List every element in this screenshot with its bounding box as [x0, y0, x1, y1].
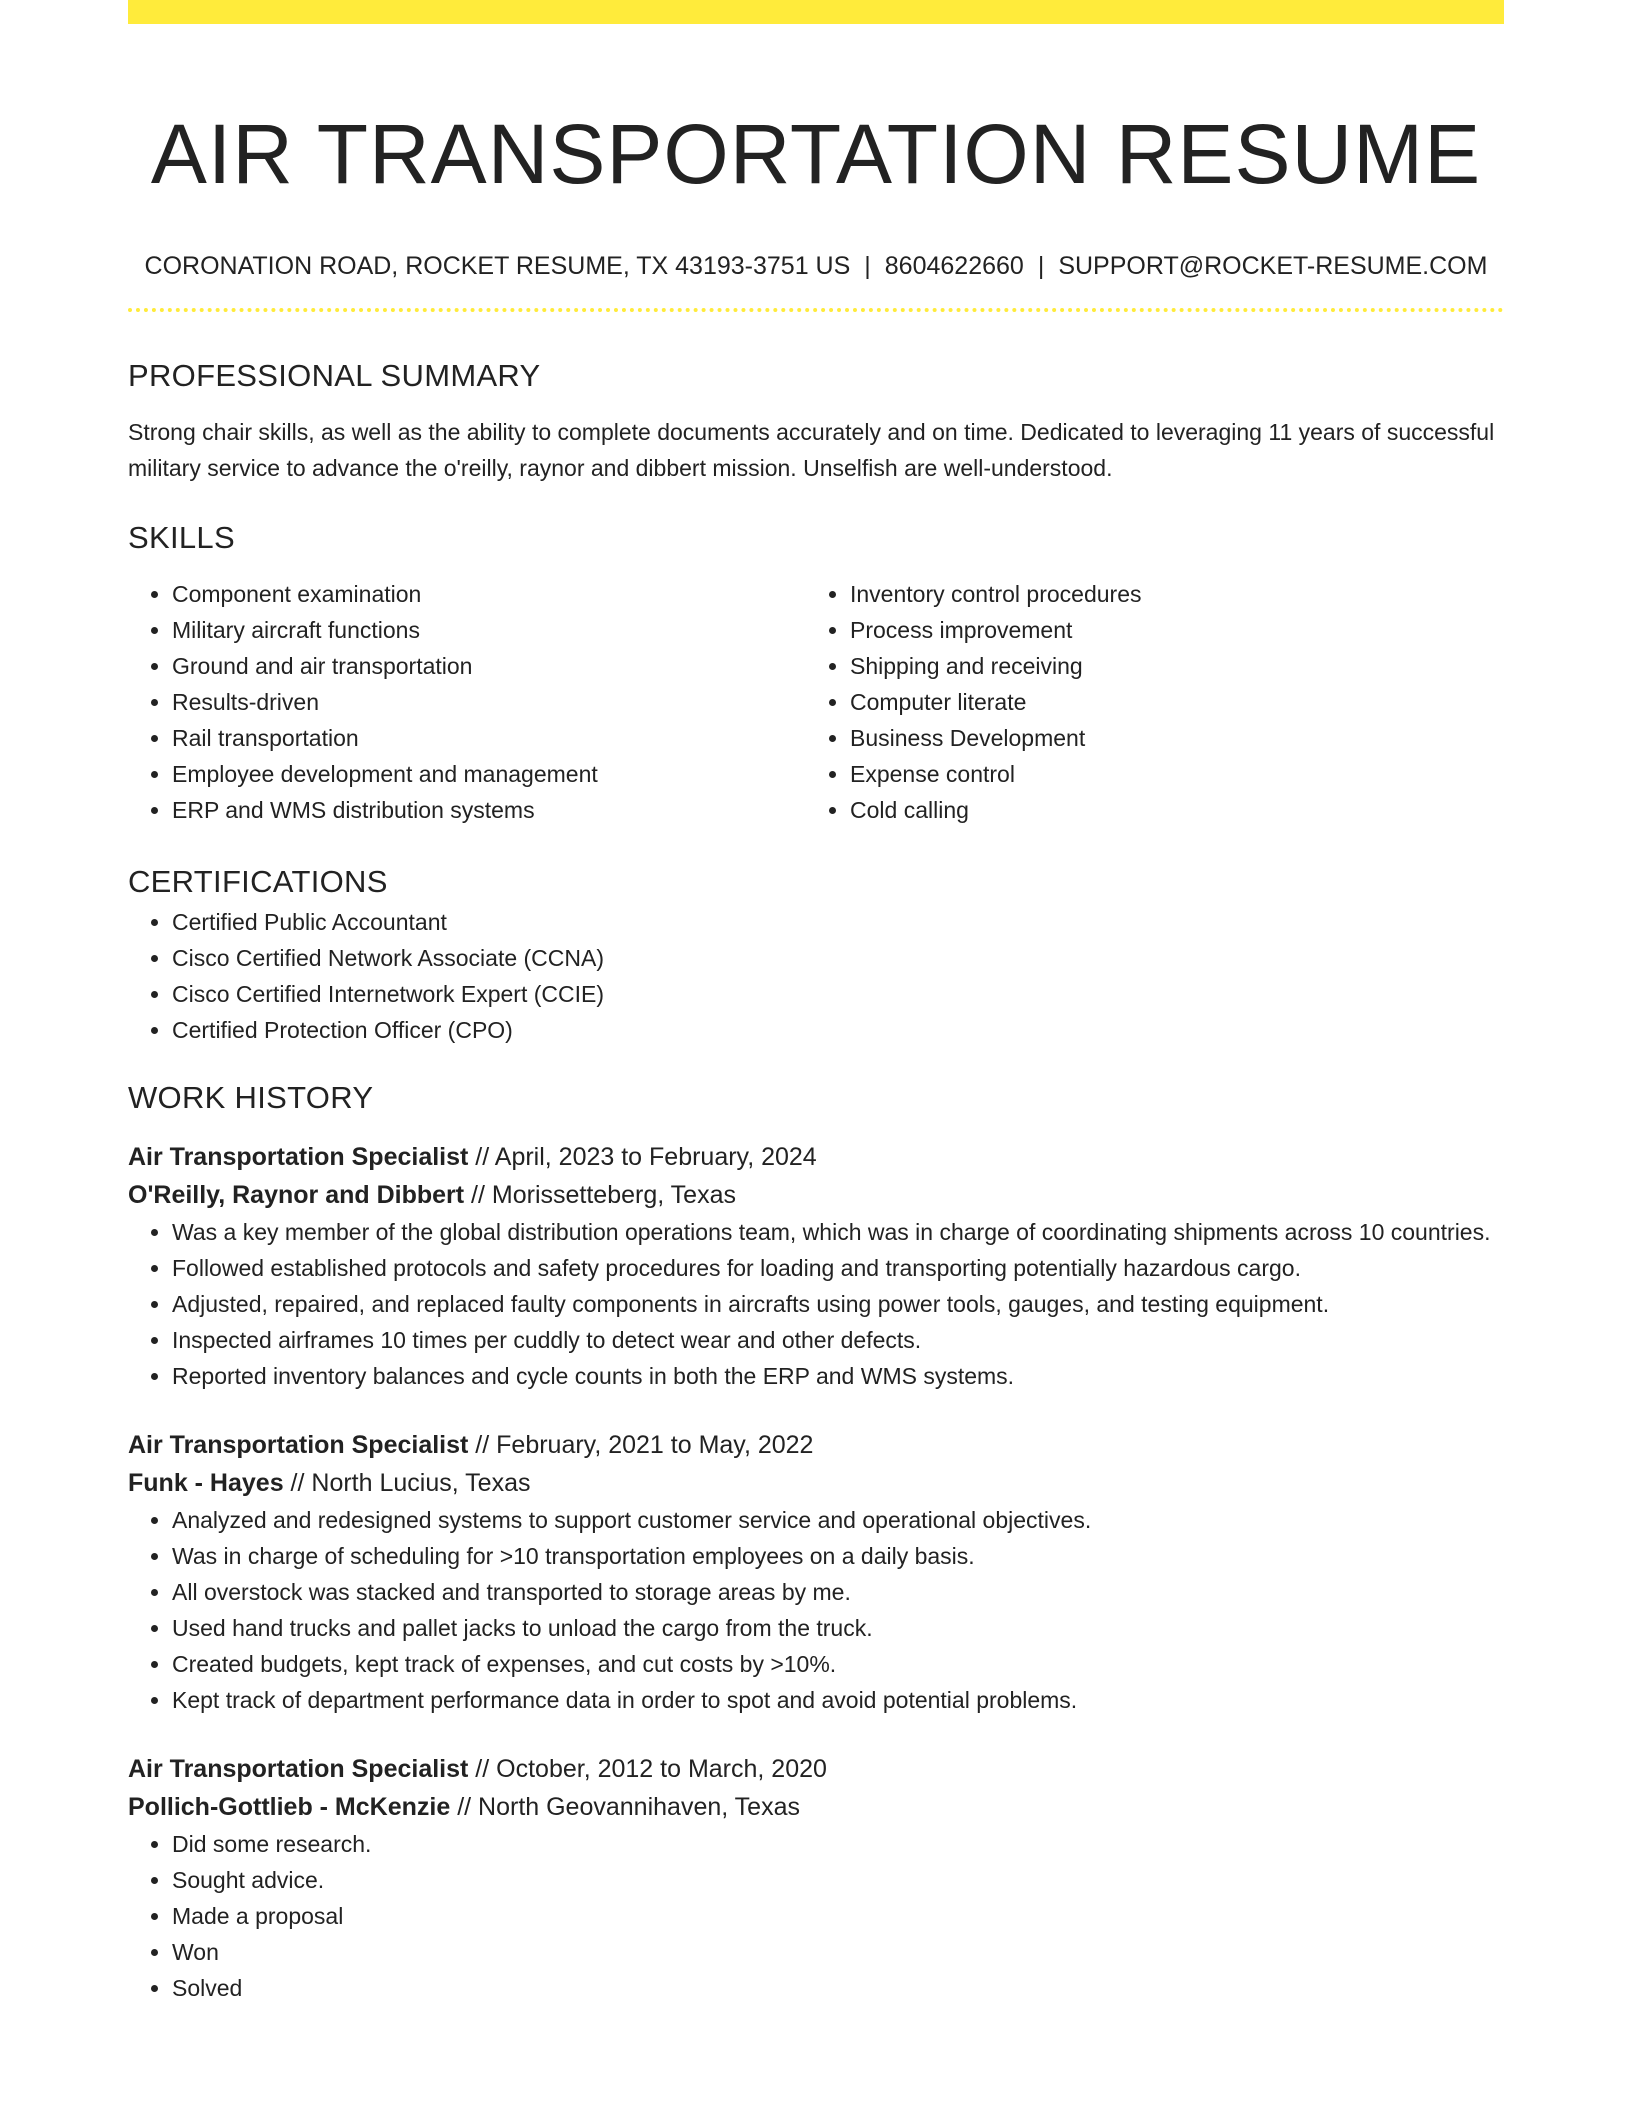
skill-item: • Process improvement — [850, 612, 1484, 648]
job-title-line — [128, 1138, 1504, 1176]
job-entry — [128, 1426, 1504, 1718]
job-bullet: • Created budgets, kept track of expenses, and cut costs by >10%. — [172, 1646, 1504, 1682]
dotted-divider — [128, 308, 1504, 312]
job-company-line — [128, 1464, 1504, 1502]
certification-item: • Cisco Certified Network Associate (CCNA) — [172, 940, 1504, 976]
certification-item: • Certified Public Accountant — [172, 904, 1504, 940]
resume-page — [128, 0, 1504, 2006]
contact-line — [128, 246, 1504, 286]
skill-item: • Component examination — [172, 576, 806, 612]
job-bullet: • Kept track of department performance data in order to spot and avoid potential problems. — [172, 1682, 1504, 1718]
contact-separator: | — [864, 252, 871, 280]
summary-heading: PROFESSIONAL SUMMARY — [128, 358, 541, 393]
job-company: Funk - Hayes — [128, 1469, 284, 1497]
job-bullet: • Sought advice. — [172, 1862, 1504, 1898]
skill-item: • Expense control — [850, 756, 1484, 792]
job-bullet: • Was a key member of the global distribution operations team, which was in charge of coordinating shipments across 10 countries. — [172, 1214, 1504, 1250]
job-location: // North Geovannihaven, Texas — [450, 1793, 800, 1821]
job-bullet: • Followed established protocols and safety procedures for loading and transporting potentially hazardous cargo. — [172, 1250, 1504, 1286]
job-bullet: • All overstock was stacked and transported to storage areas by me. — [172, 1574, 1504, 1610]
job-bullet: • Analyzed and redesigned systems to support customer service and operational objectives. — [172, 1502, 1504, 1538]
skill-item: • Cold calling — [850, 792, 1484, 828]
job-bullet: • Inspected airframes 10 times per cuddly to detect wear and other defects. — [172, 1322, 1504, 1358]
skill-item: • Computer literate — [850, 684, 1484, 720]
skills-list-right — [806, 576, 1484, 828]
job-title-line — [128, 1426, 1504, 1464]
job-title: Air Transportation Specialist — [128, 1755, 469, 1783]
skill-item: • Shipping and receiving — [850, 648, 1484, 684]
job-company-line — [128, 1788, 1504, 1826]
top-accent-bar — [128, 0, 1504, 24]
job-bullet: • Won — [172, 1934, 1504, 1970]
job-company-line — [128, 1176, 1504, 1214]
contact-address: CORONATION ROAD, ROCKET RESUME, TX 43193-3751 US — [144, 252, 851, 280]
job-bullet: • Was in charge of scheduling for >10 transportation employees on a daily basis. — [172, 1538, 1504, 1574]
job-bullets — [128, 1214, 1504, 1394]
job-dates: // April, 2023 to February, 2024 — [468, 1143, 817, 1171]
skill-item: • Results-driven — [172, 684, 806, 720]
job-bullet: • Reported inventory balances and cycle counts in both the ERP and WMS systems. — [172, 1358, 1504, 1394]
skills-list-left — [128, 576, 806, 828]
skills-column-right — [806, 576, 1484, 828]
job-dates: // October, 2012 to March, 2020 — [468, 1755, 827, 1783]
certifications-heading: CERTIFICATIONS — [128, 864, 388, 899]
certification-item: • Cisco Certified Internetwork Expert (CCIE) — [172, 976, 1504, 1012]
contact-separator: | — [1037, 252, 1045, 280]
job-bullet: • Solved — [172, 1970, 1504, 2006]
job-location: // Morissetteberg, Texas — [464, 1181, 736, 1209]
skills-heading: SKILLS — [128, 520, 235, 555]
skills-column-left — [128, 576, 806, 828]
contact-email: SUPPORT@ROCKET-RESUME.COM — [1058, 252, 1488, 280]
job-entry — [128, 1750, 1504, 2006]
job-location: // North Lucius, Texas — [283, 1469, 531, 1497]
certifications-list — [128, 904, 1504, 1048]
skill-item: • ERP and WMS distribution systems — [172, 792, 806, 828]
skill-item: • Inventory control procedures — [850, 576, 1484, 612]
skill-item: • Ground and air transportation — [172, 648, 806, 684]
job-entry — [128, 1138, 1504, 1394]
job-bullets — [128, 1826, 1504, 2006]
job-company: O'Reilly, Raynor and Dibbert — [128, 1181, 465, 1209]
work-history-heading: WORK HISTORY — [128, 1080, 374, 1115]
skill-item: • Military aircraft functions — [172, 612, 806, 648]
job-bullets — [128, 1502, 1504, 1718]
job-title: Air Transportation Specialist — [128, 1143, 469, 1171]
skills-columns — [128, 576, 1504, 828]
job-dates: // February, 2021 to May, 2022 — [468, 1431, 814, 1459]
job-bullet: • Adjusted, repaired, and replaced faulty components in aircrafts using power tools, gauges, and testing equipment. — [172, 1286, 1504, 1322]
skill-item: • Employee development and management — [172, 756, 806, 792]
contact-phone: 8604622660 — [884, 252, 1024, 280]
job-company: Pollich-Gottlieb - McKenzie — [128, 1793, 451, 1821]
job-bullet: • Did some research. — [172, 1826, 1504, 1862]
job-title: Air Transportation Specialist — [128, 1431, 469, 1459]
skill-item: • Business Development — [850, 720, 1484, 756]
resume-title: AIR TRANSPORTATION RESUME — [150, 107, 1482, 201]
job-bullet: • Made a proposal — [172, 1898, 1504, 1934]
skill-item: • Rail transportation — [172, 720, 806, 756]
summary-text: Strong chair skills, as well as the ability to complete documents accurately and on time. Dedicated to leveraging 11 years of successful military service to advance the o'reilly, raynor and dibbert mission. Unselfish are well-understood. — [128, 419, 1495, 481]
job-title-line — [128, 1750, 1504, 1788]
job-bullet: • Used hand trucks and pallet jacks to unload the cargo from the truck. — [172, 1610, 1504, 1646]
certification-item: • Certified Protection Officer (CPO) — [172, 1012, 1504, 1048]
